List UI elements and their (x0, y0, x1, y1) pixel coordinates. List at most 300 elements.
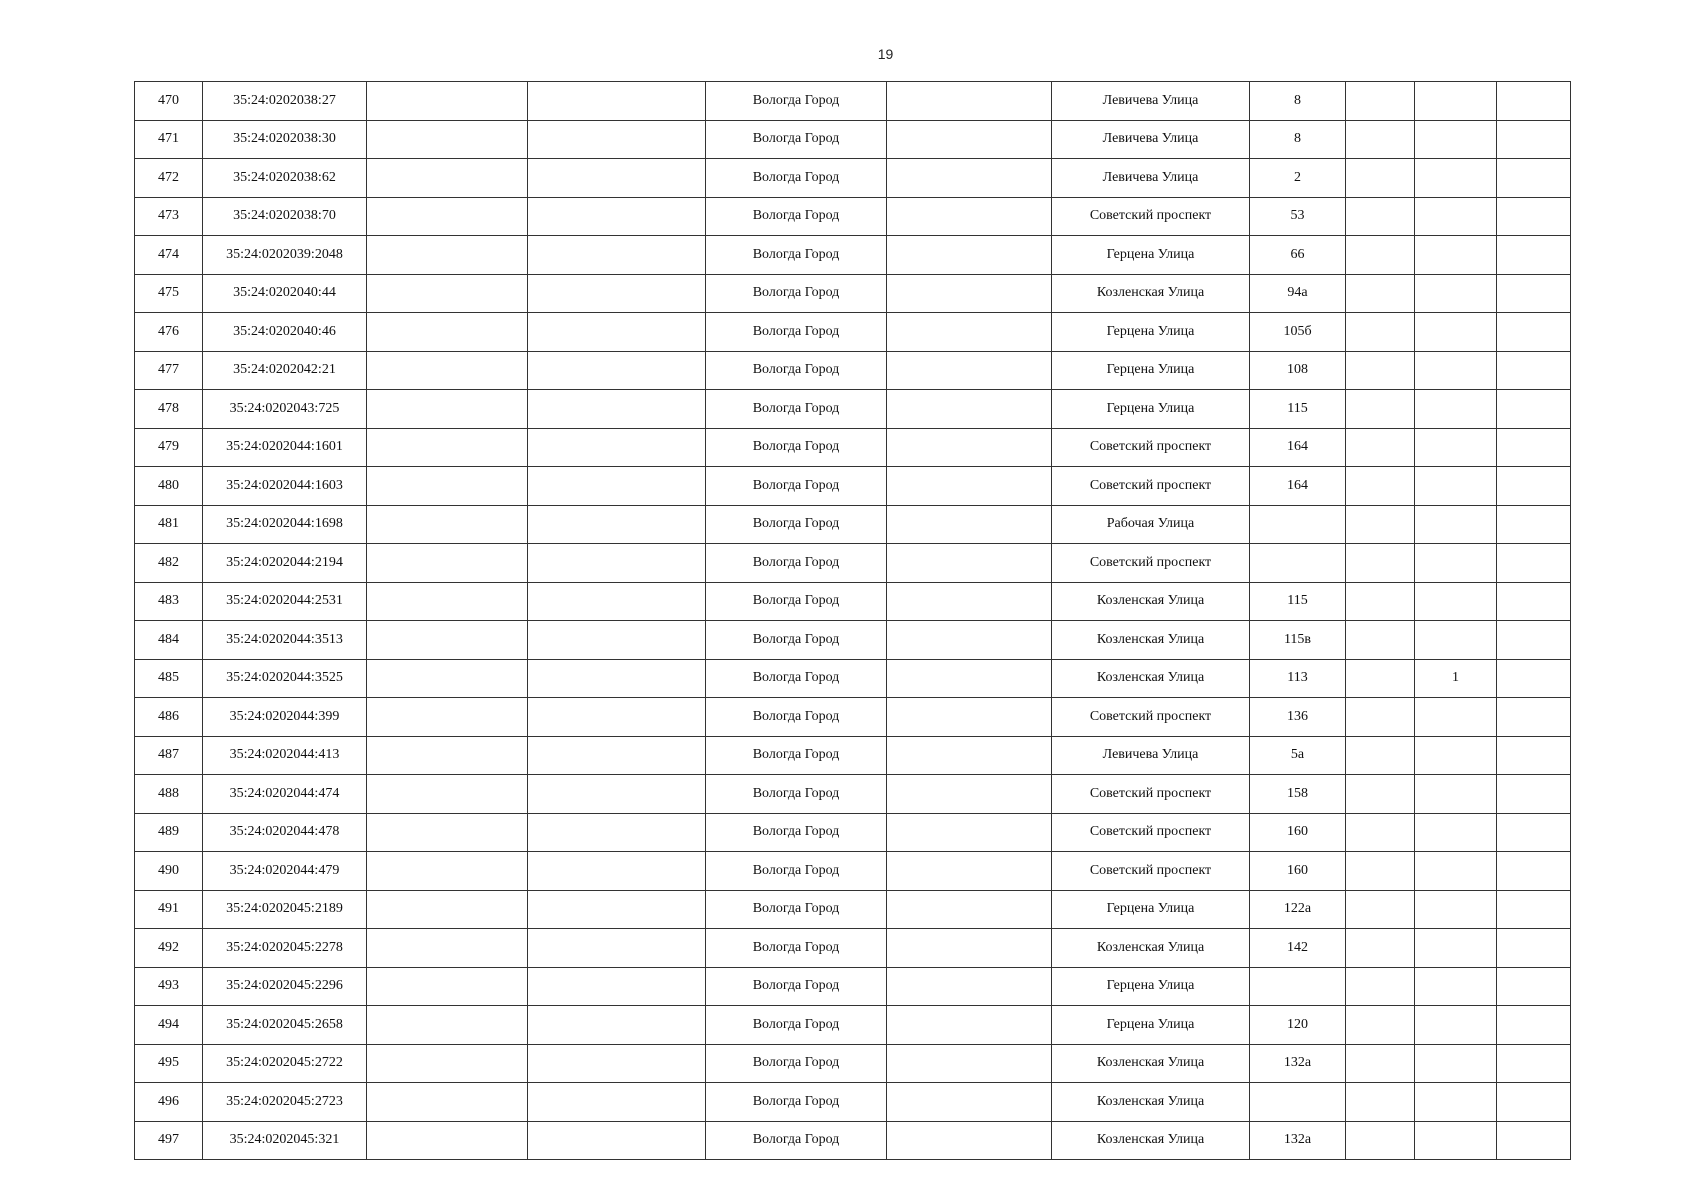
city-cell: Вологда Город (706, 467, 887, 506)
street-cell: Герцена Улица (1052, 313, 1250, 352)
empty-cell (367, 736, 528, 775)
row-number-cell: 481 (135, 505, 203, 544)
street-cell: Герцена Улица (1052, 236, 1250, 275)
empty-cell (1346, 736, 1415, 775)
cadastral-number-cell: 35:24:0202045:2296 (203, 967, 367, 1006)
empty-cell (1346, 1083, 1415, 1122)
house-number-cell: 164 (1250, 428, 1346, 467)
empty-cell (1497, 1006, 1571, 1045)
empty-cell (367, 967, 528, 1006)
city-cell: Вологда Город (706, 236, 887, 275)
empty-cell (1497, 274, 1571, 313)
empty-cell (367, 467, 528, 506)
extra-number-cell (1415, 582, 1497, 621)
table-row (135, 82, 1571, 121)
house-number-cell: 142 (1250, 929, 1346, 968)
house-number-cell: 164 (1250, 467, 1346, 506)
table-row (135, 544, 1571, 583)
empty-cell (367, 351, 528, 390)
street-cell: Левичева Улица (1052, 159, 1250, 198)
city-cell: Вологда Город (706, 1006, 887, 1045)
empty-cell (528, 120, 706, 159)
extra-number-cell (1415, 159, 1497, 198)
row-number-cell: 494 (135, 1006, 203, 1045)
empty-cell (367, 428, 528, 467)
street-cell: Герцена Улица (1052, 351, 1250, 390)
row-number-cell: 484 (135, 621, 203, 660)
table-row (135, 351, 1571, 390)
empty-cell (887, 274, 1052, 313)
empty-cell (528, 390, 706, 429)
cadastral-number-cell: 35:24:0202044:478 (203, 813, 367, 852)
empty-cell (1497, 1083, 1571, 1122)
empty-cell (887, 159, 1052, 198)
empty-cell (528, 351, 706, 390)
cadastral-number-cell: 35:24:0202044:1698 (203, 505, 367, 544)
empty-cell (367, 1006, 528, 1045)
empty-cell (1346, 1044, 1415, 1083)
city-cell: Вологда Город (706, 82, 887, 121)
table-row (135, 1006, 1571, 1045)
extra-number-cell (1415, 621, 1497, 660)
extra-number-cell (1415, 1121, 1497, 1160)
city-cell: Вологда Город (706, 120, 887, 159)
cadastral-number-cell: 35:24:0202044:479 (203, 852, 367, 891)
row-number-cell: 487 (135, 736, 203, 775)
empty-cell (887, 544, 1052, 583)
empty-cell (887, 351, 1052, 390)
empty-cell (528, 313, 706, 352)
table-row (135, 390, 1571, 429)
empty-cell (887, 1121, 1052, 1160)
extra-number-cell (1415, 390, 1497, 429)
table-row (135, 929, 1571, 968)
empty-cell (367, 659, 528, 698)
street-cell: Советский проспект (1052, 197, 1250, 236)
empty-cell (1497, 775, 1571, 814)
street-cell: Козленская Улица (1052, 929, 1250, 968)
cadastral-number-cell: 35:24:0202044:474 (203, 775, 367, 814)
row-number-cell: 485 (135, 659, 203, 698)
table-row (135, 621, 1571, 660)
empty-cell (1346, 813, 1415, 852)
table-row (135, 505, 1571, 544)
empty-cell (887, 698, 1052, 737)
table-row (135, 736, 1571, 775)
empty-cell (1346, 236, 1415, 275)
city-cell: Вологда Город (706, 1083, 887, 1122)
empty-cell (1346, 929, 1415, 968)
empty-cell (528, 274, 706, 313)
empty-cell (1497, 1121, 1571, 1160)
cadastral-number-cell: 35:24:0202045:2658 (203, 1006, 367, 1045)
empty-cell (367, 505, 528, 544)
empty-cell (528, 1044, 706, 1083)
row-number-cell: 472 (135, 159, 203, 198)
row-number-cell: 496 (135, 1083, 203, 1122)
street-cell: Советский проспект (1052, 544, 1250, 583)
house-number-cell: 120 (1250, 1006, 1346, 1045)
row-number-cell: 495 (135, 1044, 203, 1083)
house-number-cell: 94а (1250, 274, 1346, 313)
empty-cell (887, 967, 1052, 1006)
city-cell: Вологда Город (706, 698, 887, 737)
street-cell: Рабочая Улица (1052, 505, 1250, 544)
city-cell: Вологда Город (706, 582, 887, 621)
street-cell: Козленская Улица (1052, 1083, 1250, 1122)
empty-cell (367, 274, 528, 313)
empty-cell (1497, 505, 1571, 544)
extra-number-cell (1415, 544, 1497, 583)
extra-number-cell (1415, 467, 1497, 506)
table-row (135, 313, 1571, 352)
table-row (135, 236, 1571, 275)
row-number-cell: 471 (135, 120, 203, 159)
empty-cell (1346, 544, 1415, 583)
empty-cell (367, 1083, 528, 1122)
street-cell: Герцена Улица (1052, 390, 1250, 429)
empty-cell (367, 890, 528, 929)
row-number-cell: 473 (135, 197, 203, 236)
street-cell: Козленская Улица (1052, 621, 1250, 660)
table-row (135, 775, 1571, 814)
cadastral-number-cell: 35:24:0202044:1601 (203, 428, 367, 467)
row-number-cell: 477 (135, 351, 203, 390)
empty-cell (367, 1044, 528, 1083)
cadastral-number-cell: 35:24:0202038:70 (203, 197, 367, 236)
empty-cell (887, 1006, 1052, 1045)
table-row (135, 813, 1571, 852)
empty-cell (1346, 274, 1415, 313)
house-number-cell: 158 (1250, 775, 1346, 814)
empty-cell (367, 1121, 528, 1160)
extra-number-cell (1415, 852, 1497, 891)
cadastral-number-cell: 35:24:0202038:62 (203, 159, 367, 198)
empty-cell (887, 120, 1052, 159)
city-cell: Вологда Город (706, 351, 887, 390)
city-cell: Вологда Город (706, 159, 887, 198)
street-cell: Герцена Улица (1052, 967, 1250, 1006)
extra-number-cell (1415, 505, 1497, 544)
city-cell: Вологда Город (706, 274, 887, 313)
empty-cell (1346, 1121, 1415, 1160)
empty-cell (528, 1083, 706, 1122)
street-cell: Козленская Улица (1052, 274, 1250, 313)
empty-cell (887, 313, 1052, 352)
table-row (135, 698, 1571, 737)
empty-cell (1346, 428, 1415, 467)
row-number-cell: 480 (135, 467, 203, 506)
city-cell: Вологда Город (706, 1044, 887, 1083)
empty-cell (528, 505, 706, 544)
empty-cell (1346, 621, 1415, 660)
empty-cell (1346, 159, 1415, 198)
empty-cell (1497, 544, 1571, 583)
empty-cell (887, 775, 1052, 814)
empty-cell (367, 120, 528, 159)
city-cell: Вологда Город (706, 929, 887, 968)
street-cell: Козленская Улица (1052, 1044, 1250, 1083)
empty-cell (1497, 582, 1571, 621)
house-number-cell (1250, 1083, 1346, 1122)
cadastral-number-cell: 35:24:0202038:30 (203, 120, 367, 159)
empty-cell (1497, 736, 1571, 775)
city-cell: Вологда Город (706, 621, 887, 660)
house-number-cell: 8 (1250, 120, 1346, 159)
row-number-cell: 483 (135, 582, 203, 621)
city-cell: Вологда Город (706, 313, 887, 352)
table-row (135, 1044, 1571, 1083)
cadastral-number-cell: 35:24:0202045:2189 (203, 890, 367, 929)
extra-number-cell (1415, 351, 1497, 390)
empty-cell (1497, 313, 1571, 352)
empty-cell (1346, 890, 1415, 929)
city-cell: Вологда Город (706, 197, 887, 236)
empty-cell (367, 775, 528, 814)
extra-number-cell (1415, 1044, 1497, 1083)
empty-cell (367, 698, 528, 737)
house-number-cell (1250, 505, 1346, 544)
empty-cell (1497, 82, 1571, 121)
cadastral-number-cell: 35:24:0202039:2048 (203, 236, 367, 275)
empty-cell (367, 197, 528, 236)
empty-cell (1497, 159, 1571, 198)
house-number-cell: 5а (1250, 736, 1346, 775)
extra-number-cell (1415, 313, 1497, 352)
street-cell: Козленская Улица (1052, 659, 1250, 698)
cadastral-number-cell: 35:24:0202044:1603 (203, 467, 367, 506)
house-number-cell: 8 (1250, 82, 1346, 121)
empty-cell (528, 544, 706, 583)
house-number-cell: 115 (1250, 582, 1346, 621)
row-number-cell: 486 (135, 698, 203, 737)
street-cell: Герцена Улица (1052, 1006, 1250, 1045)
empty-cell (1497, 428, 1571, 467)
empty-cell (887, 236, 1052, 275)
empty-cell (887, 428, 1052, 467)
cadastral-number-cell: 35:24:0202042:21 (203, 351, 367, 390)
extra-number-cell (1415, 890, 1497, 929)
empty-cell (367, 82, 528, 121)
row-number-cell: 492 (135, 929, 203, 968)
empty-cell (528, 736, 706, 775)
street-cell: Козленская Улица (1052, 582, 1250, 621)
empty-cell (1346, 852, 1415, 891)
cadastral-number-cell: 35:24:0202044:3513 (203, 621, 367, 660)
empty-cell (367, 159, 528, 198)
cadastral-number-cell: 35:24:0202045:2722 (203, 1044, 367, 1083)
extra-number-cell (1415, 428, 1497, 467)
empty-cell (1497, 236, 1571, 275)
cadastral-number-cell: 35:24:0202040:46 (203, 313, 367, 352)
city-cell: Вологда Город (706, 1121, 887, 1160)
empty-cell (367, 813, 528, 852)
empty-cell (1497, 467, 1571, 506)
street-cell: Левичева Улица (1052, 82, 1250, 121)
city-cell: Вологда Город (706, 505, 887, 544)
empty-cell (887, 813, 1052, 852)
extra-number-cell (1415, 120, 1497, 159)
house-number-cell: 132а (1250, 1121, 1346, 1160)
empty-cell (1346, 1006, 1415, 1045)
empty-cell (887, 505, 1052, 544)
street-cell: Герцена Улица (1052, 890, 1250, 929)
street-cell: Советский проспект (1052, 428, 1250, 467)
empty-cell (528, 159, 706, 198)
table-row (135, 967, 1571, 1006)
city-cell: Вологда Город (706, 428, 887, 467)
house-number-cell: 108 (1250, 351, 1346, 390)
empty-cell (1497, 1044, 1571, 1083)
table-row (135, 159, 1571, 198)
empty-cell (1497, 659, 1571, 698)
empty-cell (367, 390, 528, 429)
extra-number-cell (1415, 197, 1497, 236)
city-cell: Вологда Город (706, 813, 887, 852)
extra-number-cell (1415, 236, 1497, 275)
empty-cell (887, 82, 1052, 121)
empty-cell (528, 82, 706, 121)
empty-cell (528, 775, 706, 814)
empty-cell (1497, 197, 1571, 236)
house-number-cell: 113 (1250, 659, 1346, 698)
table-row (135, 852, 1571, 891)
empty-cell (1497, 698, 1571, 737)
empty-cell (887, 582, 1052, 621)
empty-cell (1346, 82, 1415, 121)
empty-cell (1346, 775, 1415, 814)
table-row (135, 120, 1571, 159)
table-row (135, 890, 1571, 929)
page-number: 19 (877, 46, 894, 62)
cadastral-number-cell: 35:24:0202044:399 (203, 698, 367, 737)
house-number-cell: 115в (1250, 621, 1346, 660)
empty-cell (1497, 890, 1571, 929)
empty-cell (367, 582, 528, 621)
row-number-cell: 497 (135, 1121, 203, 1160)
street-cell: Советский проспект (1052, 852, 1250, 891)
street-cell: Советский проспект (1052, 775, 1250, 814)
empty-cell (528, 813, 706, 852)
house-number-cell: 53 (1250, 197, 1346, 236)
empty-cell (528, 621, 706, 660)
table-row (135, 428, 1571, 467)
empty-cell (528, 236, 706, 275)
empty-cell (528, 698, 706, 737)
extra-number-cell (1415, 736, 1497, 775)
extra-number-cell (1415, 967, 1497, 1006)
registry-table-body (135, 82, 1571, 1160)
empty-cell (528, 467, 706, 506)
empty-cell (528, 197, 706, 236)
extra-number-cell (1415, 929, 1497, 968)
empty-cell (887, 736, 1052, 775)
table-row (135, 659, 1571, 698)
row-number-cell: 478 (135, 390, 203, 429)
empty-cell (1497, 967, 1571, 1006)
city-cell: Вологда Город (706, 544, 887, 583)
house-number-cell: 160 (1250, 852, 1346, 891)
house-number-cell (1250, 967, 1346, 1006)
empty-cell (528, 659, 706, 698)
cadastral-number-cell: 35:24:0202043:725 (203, 390, 367, 429)
house-number-cell: 66 (1250, 236, 1346, 275)
cadastral-number-cell: 35:24:0202038:27 (203, 82, 367, 121)
empty-cell (367, 929, 528, 968)
table-row (135, 582, 1571, 621)
street-cell: Советский проспект (1052, 698, 1250, 737)
empty-cell (367, 621, 528, 660)
cadastral-number-cell: 35:24:0202045:2723 (203, 1083, 367, 1122)
empty-cell (1346, 505, 1415, 544)
cadastral-number-cell: 35:24:0202045:2278 (203, 929, 367, 968)
row-number-cell: 474 (135, 236, 203, 275)
empty-cell (528, 967, 706, 1006)
empty-cell (367, 313, 528, 352)
empty-cell (1346, 659, 1415, 698)
extra-number-cell (1415, 1006, 1497, 1045)
empty-cell (528, 890, 706, 929)
empty-cell (1497, 813, 1571, 852)
extra-number-cell (1415, 813, 1497, 852)
city-cell: Вологда Город (706, 659, 887, 698)
empty-cell (887, 1083, 1052, 1122)
city-cell: Вологда Город (706, 775, 887, 814)
row-number-cell: 489 (135, 813, 203, 852)
empty-cell (1346, 313, 1415, 352)
extra-number-cell (1415, 82, 1497, 121)
empty-cell (367, 544, 528, 583)
empty-cell (1346, 467, 1415, 506)
street-cell: Левичева Улица (1052, 736, 1250, 775)
street-cell: Советский проспект (1052, 813, 1250, 852)
empty-cell (528, 582, 706, 621)
table-row (135, 274, 1571, 313)
empty-cell (887, 852, 1052, 891)
row-number-cell: 479 (135, 428, 203, 467)
house-number-cell: 136 (1250, 698, 1346, 737)
extra-number-cell (1415, 1083, 1497, 1122)
row-number-cell: 493 (135, 967, 203, 1006)
cadastral-number-cell: 35:24:0202044:413 (203, 736, 367, 775)
row-number-cell: 482 (135, 544, 203, 583)
empty-cell (1346, 582, 1415, 621)
empty-cell (528, 1006, 706, 1045)
empty-cell (887, 621, 1052, 660)
empty-cell (528, 1121, 706, 1160)
house-number-cell: 160 (1250, 813, 1346, 852)
table-row (135, 197, 1571, 236)
cadastral-number-cell: 35:24:0202045:321 (203, 1121, 367, 1160)
table-row (135, 1083, 1571, 1122)
row-number-cell: 490 (135, 852, 203, 891)
cadastral-number-cell: 35:24:0202044:3525 (203, 659, 367, 698)
empty-cell (887, 659, 1052, 698)
empty-cell (367, 852, 528, 891)
cadastral-number-cell: 35:24:0202044:2194 (203, 544, 367, 583)
house-number-cell: 115 (1250, 390, 1346, 429)
cadastral-number-cell: 35:24:0202044:2531 (203, 582, 367, 621)
empty-cell (1346, 197, 1415, 236)
table-row (135, 1121, 1571, 1160)
empty-cell (1497, 852, 1571, 891)
extra-number-cell (1415, 274, 1497, 313)
empty-cell (528, 929, 706, 968)
city-cell: Вологда Город (706, 890, 887, 929)
row-number-cell: 475 (135, 274, 203, 313)
empty-cell (887, 1044, 1052, 1083)
street-cell: Советский проспект (1052, 467, 1250, 506)
